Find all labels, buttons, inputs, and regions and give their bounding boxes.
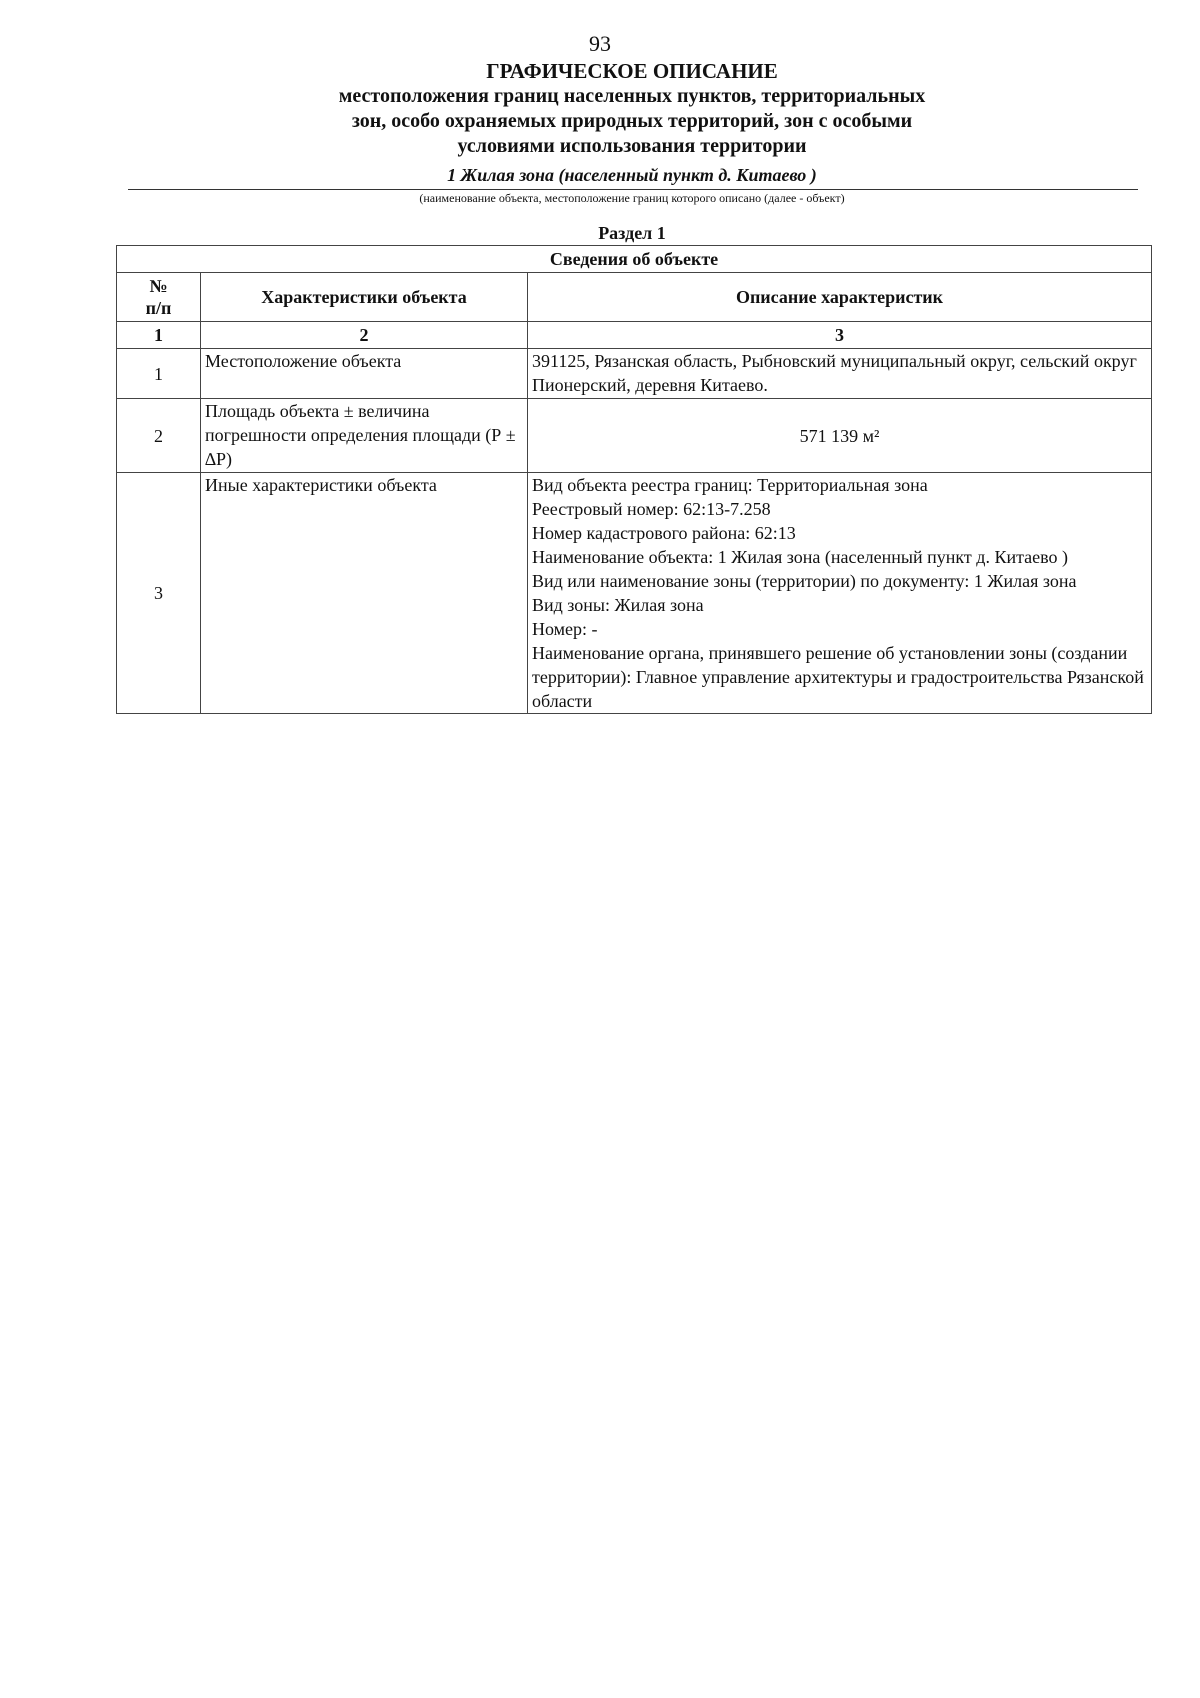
object-name: 1 Жилая зона (населенный пункт д. Китаево ) <box>447 165 817 185</box>
row-2-num: 2 <box>117 399 201 473</box>
table-caption: Сведения об объекте <box>117 246 1152 273</box>
object-info-table <box>116 245 1152 714</box>
row-2-area-value: 571 139 м² <box>528 399 1152 473</box>
column-number-3: 3 <box>528 322 1152 349</box>
row-2-characteristic: Площадь объекта ± величина погрешности определения площади (Р ± ∆Р) <box>201 399 528 473</box>
row-1-characteristic: Местоположение объекта <box>201 349 528 399</box>
table-row <box>117 349 1152 399</box>
document-heading <box>0 58 1200 159</box>
column-number-2: 2 <box>201 322 528 349</box>
table-row <box>117 399 1152 473</box>
row-3-description <box>528 473 1152 714</box>
row-3-description-line-2: Реестровый номер: 62:13-7.258 <box>532 499 771 519</box>
header-num-line-1: № <box>149 276 168 296</box>
header-num <box>117 273 201 322</box>
row-3-description-line-5: Вид или наименование зоны (территории) по документу: 1 Жилая зона <box>532 571 1077 591</box>
header-description: Описание характеристик <box>528 273 1152 322</box>
header-num-line-2: п/п <box>145 298 172 318</box>
row-1-description <box>528 349 1152 399</box>
row-1-description-line-1: 391125, Рязанская область, Рыбновский муниципальный округ, сельский округ Пионерский, деревня Китаево. <box>532 351 1137 395</box>
row-3-description-line-1: Вид объекта реестра границ: Территориальная зона <box>532 475 928 495</box>
object-caption: (наименование объекта, местоположение границ которого описано (далее - объект) <box>419 191 845 205</box>
row-3-description-line-7: Номер: - <box>532 619 598 639</box>
row-1-num: 1 <box>117 349 201 399</box>
row-3-description-line-8: Наименование органа, принявшего решение об установлении зоны (создании территории): Главное управление архитектуры и градостроительства Рязанской области <box>532 643 1144 711</box>
section-title: Раздел 1 <box>598 223 666 243</box>
header-characteristics: Характеристики объекта <box>201 273 528 322</box>
document-title: ГРАФИЧЕСКОЕ ОПИСАНИЕ <box>486 59 778 83</box>
column-number-1: 1 <box>117 322 201 349</box>
document-subtitle-line-2: зон, особо охраняемых природных территорий, зон с особыми <box>351 110 913 132</box>
table-row <box>117 473 1152 714</box>
object-name-underline <box>128 189 1138 190</box>
document-subtitle-line-3: условиями использования территории <box>457 135 807 157</box>
page-number: 93 <box>589 31 611 56</box>
row-3-description-line-6: Вид зоны: Жилая зона <box>532 595 704 615</box>
table-caption-row <box>117 246 1152 273</box>
column-numbers-row <box>117 322 1152 349</box>
document-subtitle-line-1: местоположения границ населенных пунктов, территориальных <box>338 85 926 107</box>
row-3-num: 3 <box>117 473 201 714</box>
row-3-characteristic: Иные характеристики объекта <box>201 473 528 714</box>
row-3-description-line-3: Номер кадастрового района: 62:13 <box>532 523 796 543</box>
row-3-description-line-4: Наименование объекта: 1 Жилая зона (населенный пункт д. Китаево ) <box>532 547 1069 567</box>
table-header-row <box>117 273 1152 322</box>
